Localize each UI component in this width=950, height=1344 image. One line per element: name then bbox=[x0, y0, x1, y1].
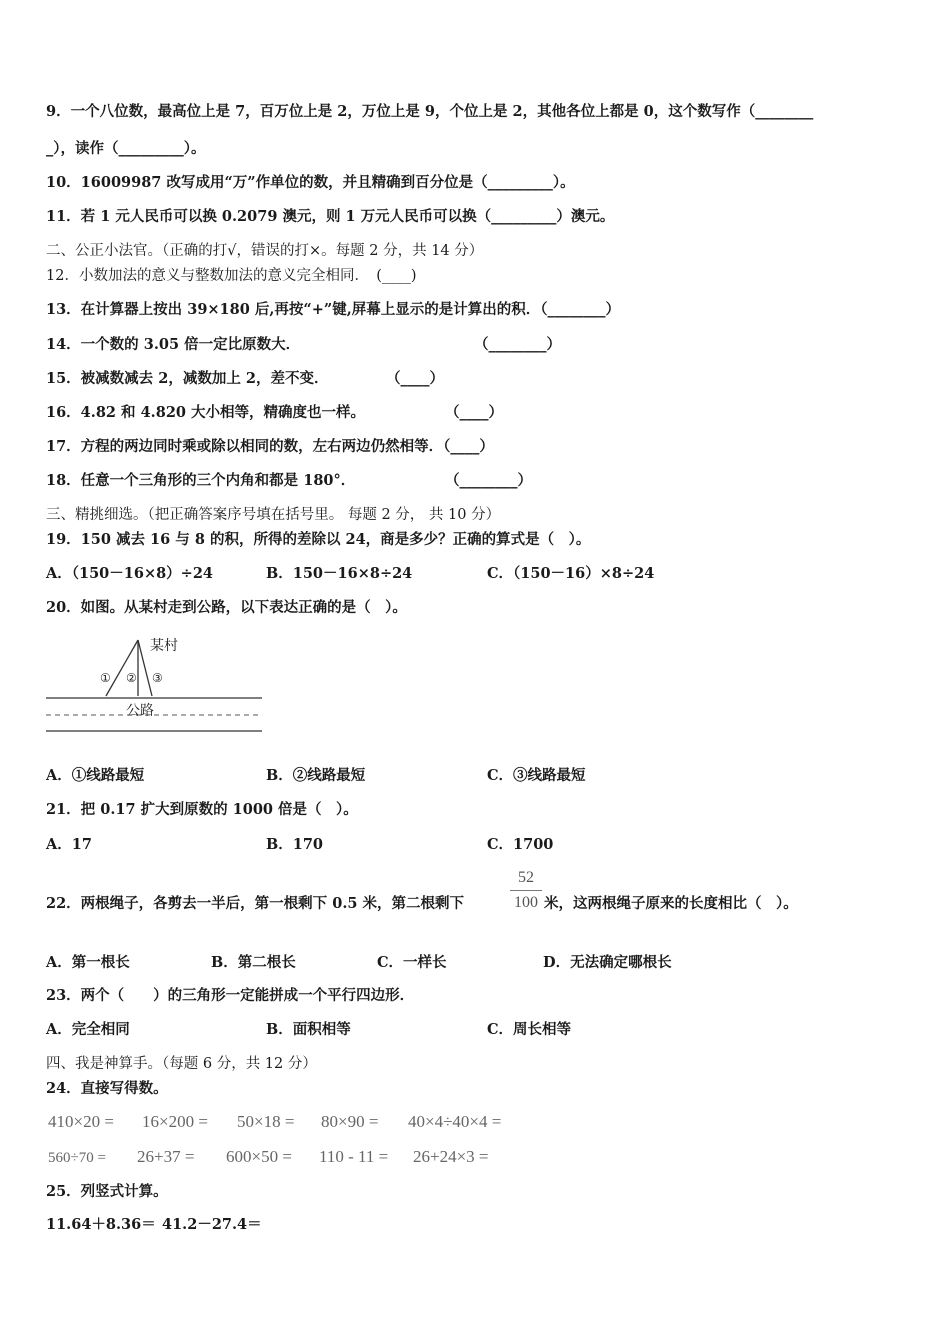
section2-heading: 二、公正小法官。（正确的打√，错误的打×。每题 2 分，共 14 分） bbox=[46, 243, 484, 259]
q15-text: 15．被减数减去 2，减数加上 2，差不变． bbox=[46, 370, 329, 387]
q18-text: 18．任意一个三角形的三个内角和都是 180°． bbox=[46, 472, 356, 489]
village-label: 某村 bbox=[150, 638, 178, 654]
q23-option-c: C．周长相等 bbox=[487, 1021, 572, 1038]
calc-2-3: 600×50 = bbox=[226, 1147, 292, 1166]
q9-line2: _），读作（_________）。 bbox=[46, 140, 206, 157]
q22-option-a: A．第一根长 bbox=[46, 954, 130, 971]
q20-option-a: A．①线路最短 bbox=[46, 767, 145, 784]
calc-2-5: 26+24×3 = bbox=[413, 1147, 489, 1166]
q9-line1: 9．一个八位数，最高位上是 7，百万位上是 2，万位上是 9，个位上是 2，其他各位上都是 0，这个数写作（________ bbox=[46, 103, 814, 120]
fraction-denominator: 100 bbox=[514, 894, 538, 911]
route-3-label: ③ bbox=[152, 671, 163, 685]
q23-option-a: A．完全相同 bbox=[46, 1021, 130, 1038]
section3-heading: 三、精挑细选。（把正确答案序号填在括号里。 每题 2 分， 共 10 分） bbox=[46, 507, 501, 523]
calc-2-1: 560÷70 = bbox=[48, 1150, 106, 1166]
q19-stem: 19．150 减去 16 与 8 的积，所得的差除以 24，商是多少？正确的算式是（ ）。 bbox=[46, 531, 591, 548]
village-road-figure bbox=[40, 632, 272, 742]
q16-text: 16．4.82 和 4.820 大小相等，精确度也一样。 bbox=[46, 404, 366, 421]
q22-stem-before: 22．两根绳子，各剪去一半后，第一根剩下 0.5 米，第二根剩下 bbox=[46, 895, 464, 912]
q22-stem-after: 米，这两根绳子原来的长度相比（ ）。 bbox=[544, 895, 798, 912]
calc-1-5: 40×4÷40×4 = bbox=[408, 1112, 502, 1131]
q22-option-c: C．一样长 bbox=[377, 954, 447, 971]
calc-1-2: 16×200 = bbox=[142, 1112, 208, 1131]
section4-heading: 四、我是神算手。（每题 6 分，共 12 分） bbox=[46, 1056, 317, 1072]
q24-stem: 24．直接写得数。 bbox=[46, 1080, 168, 1097]
q20-option-c: C．③线路最短 bbox=[487, 767, 586, 784]
q19-option-a: A．（150－16×8）÷24 bbox=[46, 565, 214, 582]
q22-option-d: D．无法确定哪根长 bbox=[543, 954, 672, 971]
calc-2-2: 26+37 = bbox=[137, 1147, 195, 1166]
q22-fraction bbox=[510, 868, 542, 913]
q11: 11．若 1 元人民币可以换 0.2079 澳元，则 1 万元人民币可以换（_________）澳元。 bbox=[46, 208, 615, 225]
q21-option-b: B．170 bbox=[266, 836, 324, 853]
q25-stem: 25．列竖式计算。 bbox=[46, 1183, 168, 1200]
q19-option-c: C．（150－16）×8÷24 bbox=[487, 565, 655, 582]
q21-option-a: A．17 bbox=[46, 836, 92, 853]
q21-stem: 21．把 0.17 扩大到原数的 1000 倍是（ ）。 bbox=[46, 801, 358, 818]
q18-blank: （________） bbox=[445, 472, 532, 489]
q23-option-b: B．面积相等 bbox=[266, 1021, 351, 1038]
route-1-label: ① bbox=[100, 671, 111, 685]
q23-stem: 23．两个（ ）的三角形一定能拼成一个平行四边形． bbox=[46, 987, 415, 1004]
q16-blank: （____） bbox=[445, 404, 503, 421]
route-2-label: ② bbox=[126, 671, 137, 685]
calc-1-3: 50×18 = bbox=[237, 1112, 295, 1131]
q20-option-b: B．②线路最短 bbox=[266, 767, 366, 784]
q13: 13．在计算器上按出 39×180 后,再按“+”键,屏幕上显示的是计算出的积．（________） bbox=[46, 301, 621, 318]
q25-item-1: 11.64＋8.36＝ bbox=[46, 1216, 156, 1233]
q25-item-2: 41.2－27.4＝ bbox=[162, 1216, 262, 1233]
q19-option-b: B．150－16×8÷24 bbox=[266, 565, 413, 582]
q10: 10．16009987 改写成用“万”作单位的数，并且精确到百分位是（_________）。 bbox=[46, 174, 575, 191]
calc-2-4: 110 - 11 = bbox=[319, 1147, 389, 1166]
calc-1-4: 80×90 = bbox=[321, 1112, 379, 1131]
route-1-line bbox=[106, 640, 138, 696]
q14-text: 14．一个数的 3.05 倍一定比原数大． bbox=[46, 336, 301, 353]
road-label: 公路 bbox=[126, 703, 154, 719]
q22-option-b: B．第二根长 bbox=[211, 954, 296, 971]
fraction-numerator: 52 bbox=[518, 869, 534, 886]
q15-blank: （____） bbox=[386, 370, 444, 387]
calc-1-1: 410×20 = bbox=[48, 1112, 114, 1131]
q14-blank: （________） bbox=[474, 336, 561, 353]
q17: 17．方程的两边同时乘或除以相同的数，左右两边仍然相等．（____） bbox=[46, 438, 494, 455]
q12: 12．小数加法的意义与整数加法的意义完全相同． (____) bbox=[46, 268, 417, 284]
q21-option-c: C．1700 bbox=[487, 836, 554, 853]
q20-stem: 20．如图。从某村走到公路，以下表达正确的是（ ）。 bbox=[46, 599, 407, 616]
